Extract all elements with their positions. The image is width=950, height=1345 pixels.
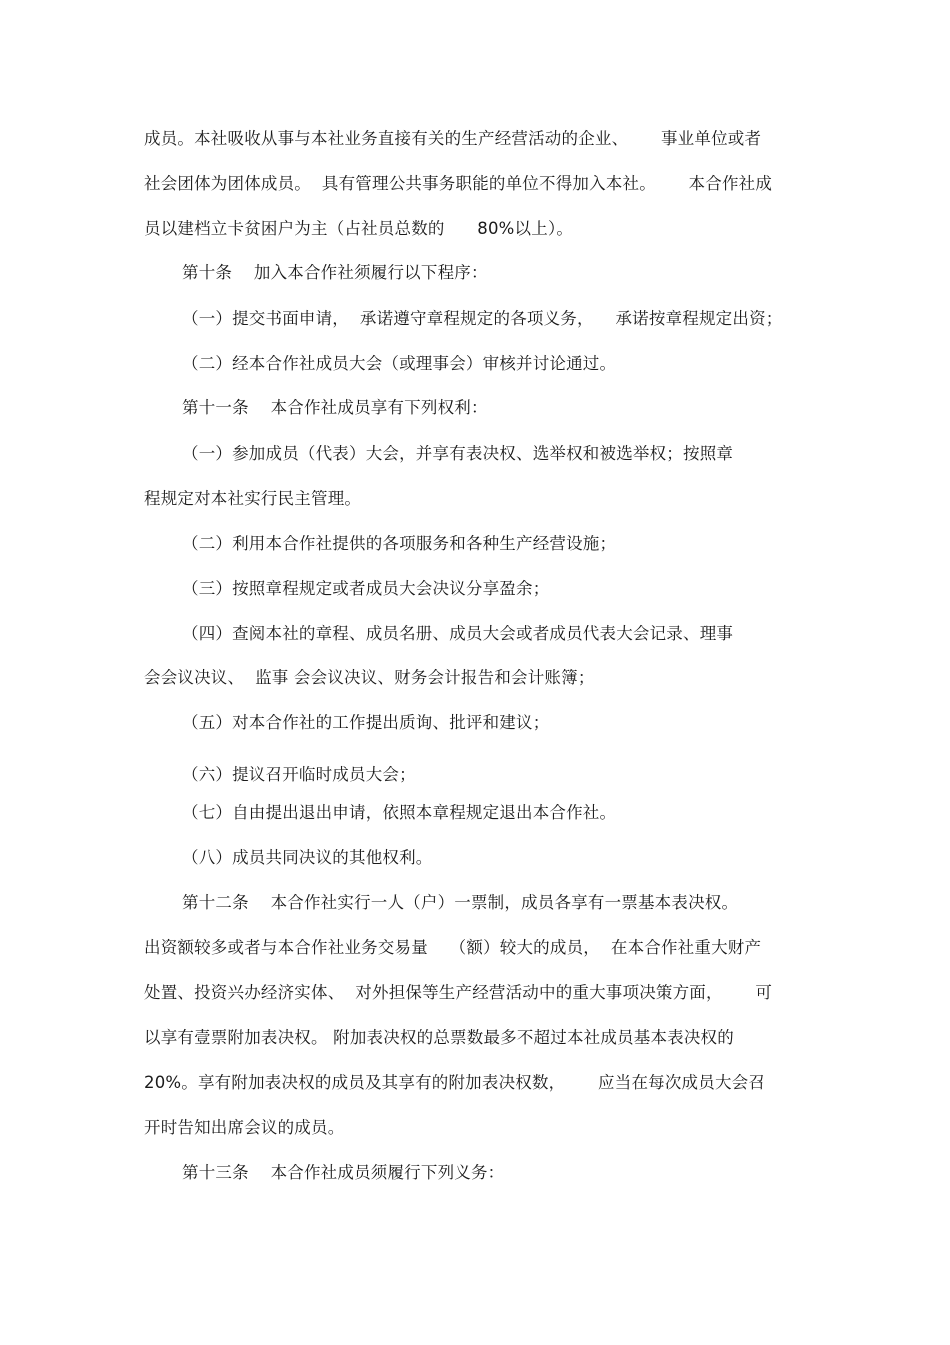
text-line: （三）按照章程规定或者成员大会决议分享盈余；	[182, 579, 550, 598]
text-line: （一）提交书面申请， 承诺遵守章程规定的各项义务， 承诺按章程规定出资；	[182, 309, 783, 328]
article-heading: 第十一条 本合作社成员享有下列权利：	[182, 398, 488, 417]
text-line: 成员。本社吸收从事与本社业务直接有关的生产经营活动的企业、 事业单位或者	[144, 129, 762, 148]
text-line: 会会议决议、 监事 会会议决议、财务会计报告和会计账簿；	[144, 668, 595, 687]
text-line: （七）自由提出退出申请，依照本章程规定退出本合作社。	[182, 803, 617, 822]
text-line: （二）利用本合作社提供的各项服务和各种生产经营设施；	[182, 534, 617, 553]
text-line: （一）参加成员（代表）大会，并享有表决权、选举权和被选举权；按照章	[182, 444, 734, 463]
text-line: （八）成员共同决议的其他权利。	[182, 848, 433, 867]
text-line: 处置、投资兴办经济实体、 对外担保等生产经营活动中的重大事项决策方面， 可	[144, 983, 773, 1002]
text-line: 社会团体为团体成员。 具有管理公共事务职能的单位不得加入本社。 本合作社成	[144, 174, 773, 193]
text-line: （五）对本合作社的工作提出质询、批评和建议；	[182, 713, 550, 732]
text-line: （六）提议召开临时成员大会；	[182, 765, 416, 784]
text-line: 20%。享有附加表决权的成员及其享有的附加表决权数， 应当在每次成员大会召	[144, 1073, 766, 1092]
text-line: （四）查阅本社的章程、成员名册、成员大会或者成员代表大会记录、理事	[182, 624, 734, 643]
article-heading: 第十三条 本合作社成员须履行下列义务：	[182, 1163, 505, 1182]
text-line: 以享有壹票附加表决权。 附加表决权的总票数最多不超过本社成员基本表决权的	[144, 1028, 734, 1047]
text-line: 程规定对本社实行民主管理。	[144, 489, 362, 508]
text-line: 员以建档立卡贫困户为主（占社员总数的 80%以上）。	[144, 219, 574, 238]
text-line: 出资额较多或者与本合作社业务交易量 （额）较大的成员， 在本合作社重大财产	[144, 938, 762, 957]
text-line: （二）经本合作社成员大会（或理事会）审核并讨论通过。	[182, 354, 617, 373]
article-heading: 第十二条 本合作社实行一人（户）一票制，成员各享有一票基本表决权。	[182, 893, 739, 912]
article-heading: 第十条 加入本合作社须履行以下程序：	[182, 263, 488, 282]
text-line: 开时告知出席会议的成员。	[144, 1118, 345, 1137]
